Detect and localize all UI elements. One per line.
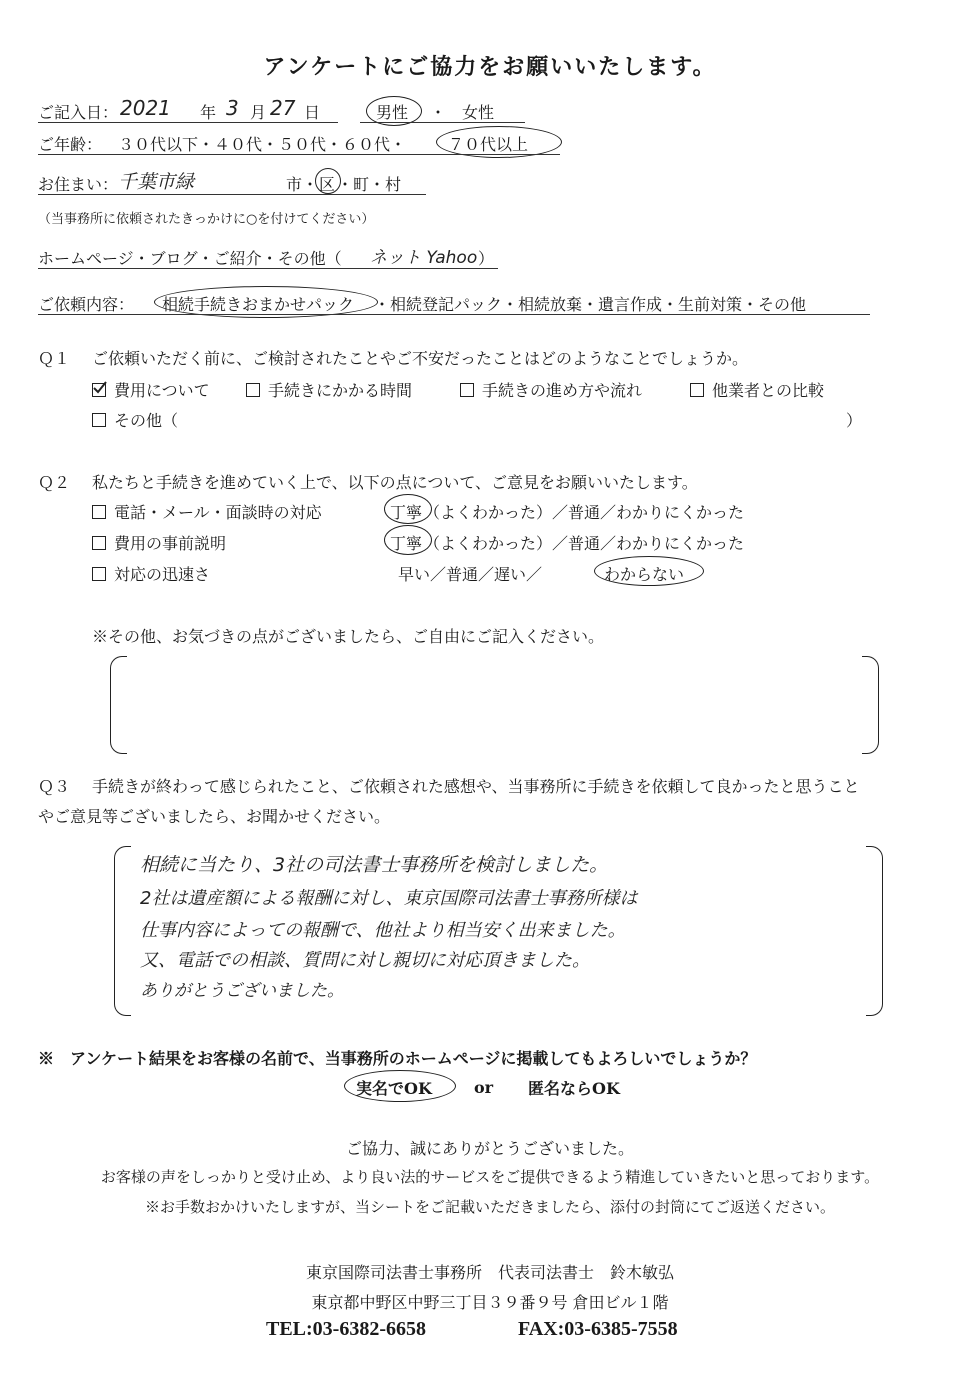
date-day-label: 日 <box>304 103 321 122</box>
q2-row-contact-item: 電話・メール・面談時の対応 <box>92 500 322 523</box>
q2-contact-options[interactable]: （よくわかった）／普通／わかりにくかった <box>424 503 745 522</box>
checkmark-icon <box>92 380 108 396</box>
age-selected[interactable]: ７０代以上 <box>448 135 529 154</box>
age-label: ご年齢： <box>38 135 103 154</box>
q2-row-speed-item: 対応の迅速さ <box>92 562 210 585</box>
date-underline <box>38 122 338 123</box>
publish-anonymous-ok[interactable]: 匿名ならOK <box>528 1079 620 1098</box>
q2-fee-polite[interactable]: 丁寧 <box>390 534 423 553</box>
request-label: ご依頼内容： <box>38 295 135 314</box>
q3-answer-line[interactable]: 相続に当たり、3社の司法書士事務所を検討しました。 <box>140 854 609 876</box>
q1-time-checkbox[interactable] <box>246 383 260 397</box>
date-year-value[interactable]: 2021 <box>120 96 171 120</box>
q2-fee-checkbox[interactable] <box>92 536 106 550</box>
q1-label: Ｑ１ <box>38 349 71 368</box>
q2-row-fee-item: 費用の事前説明 <box>92 531 226 554</box>
q3-answer-line[interactable]: ありがとうございました。 <box>140 981 344 1001</box>
referral-value[interactable]: ネット Yahoo <box>370 248 478 268</box>
referral-close: ） <box>478 249 495 268</box>
date-day-value[interactable]: 27 <box>270 96 296 120</box>
q3-question-line1: 手続きが終わって感じられたこと、ご依頼された感想や、当事務所に手続きを依頼して良かったと思うこと <box>92 777 860 796</box>
q3-answer-line[interactable]: 2社は遺産額による報酬に対し、東京国際司法書士事務所様は <box>140 888 638 909</box>
q2-speed-checkbox[interactable] <box>92 567 106 581</box>
request-options[interactable]: ・相続登記パック・相続放棄・遺言作成・生前対策・その他 <box>374 295 807 314</box>
q1-option-other[interactable] <box>92 408 178 431</box>
q2-comment-bracket-left <box>110 656 127 754</box>
date-label: ご記入日： <box>38 103 119 122</box>
q3-answer-bracket-right <box>866 846 883 1016</box>
q1-compare-checkbox[interactable] <box>690 383 704 397</box>
thanks-line: お客様の声をしっかりと受け止め、より良い法的サービスをご提供できるよう精進していきたいと思っております。 <box>100 1168 880 1186</box>
office-fax: FAX:03-6385-7558 <box>518 1318 678 1340</box>
q2-contact-checkbox[interactable] <box>92 505 106 519</box>
address-ward[interactable]: 区 <box>319 175 336 194</box>
q3-answer-line[interactable]: 仕事内容によっての報酬で、他社より相当安く出来ました。 <box>140 920 626 941</box>
q1-compare-label: 他業者との比較 <box>712 381 825 400</box>
publish-or: or <box>474 1078 494 1097</box>
thanks-line: ※お手数おかけいたしますが、当シートをご記載いただきましたら、添付の封筒にてご返送ください。 <box>144 1198 835 1216</box>
q1-option-time[interactable] <box>246 378 412 401</box>
address-label: お住まい： <box>38 175 119 194</box>
q1-process-checkbox[interactable] <box>460 383 474 397</box>
address-city: 市・ <box>286 175 319 194</box>
thanks-line: ご協力、誠にありがとうございました。 <box>345 1139 634 1158</box>
office-tel[interactable]: TEL:03-6382-6658 <box>266 1318 426 1340</box>
date-year-label: 年 <box>200 103 217 122</box>
publish-question: ※ アンケート結果をお客様の名前で、当事務所のホームページに掲載してもよろしいでしょうか？ <box>38 1049 757 1068</box>
referral-options[interactable]: ホームページ・ブログ・ご紹介・その他（ <box>38 249 342 268</box>
address-value[interactable]: 千葉市緑 <box>118 171 195 193</box>
age-underline <box>38 154 560 155</box>
request-underline <box>38 314 870 315</box>
date-month-value[interactable]: 3 <box>226 96 239 120</box>
office-name: 東京国際司法書士事務所 代表司法書士 鈴木敏弘 <box>305 1263 674 1282</box>
q2-speed-selected[interactable]: わからない <box>604 565 685 584</box>
q1-option-cost[interactable] <box>92 378 210 401</box>
address-town-village: ・町・村 <box>337 175 402 194</box>
q2-comment-bracket-right <box>862 656 879 754</box>
age-options[interactable]: ３０代以下・４０代・５０代・６０代・ <box>118 135 407 154</box>
q1-process-label: 手続きの進め方や流れ <box>482 381 643 400</box>
q2-speed-options[interactable]: 早い／普通／遅い／ <box>398 565 543 584</box>
q3-label: Ｑ３ <box>38 777 71 796</box>
publish-real-name-ok[interactable]: 実名でOK <box>356 1079 432 1098</box>
q2-note: ※その他、お気づきの点がございましたら、ご自由にご記入ください。 <box>92 627 605 646</box>
form-title: アンケートにご協力をお願いいたします。 <box>263 54 717 80</box>
q3-answer-bracket-left <box>114 846 131 1016</box>
q2-contact-polite[interactable]: 丁寧 <box>390 503 423 522</box>
q1-time-label: 手続きにかかる時間 <box>268 381 413 400</box>
gender-male[interactable]: 男性 <box>376 103 409 122</box>
gender-separator: ・ <box>430 103 447 122</box>
q2-fee-options[interactable]: （よくわかった）／普通／わかりにくかった <box>424 534 745 553</box>
request-selected[interactable]: 相続手続きおまかせパック <box>162 295 355 314</box>
referral-underline <box>38 268 498 269</box>
q1-other-checkbox[interactable] <box>92 413 106 427</box>
q1-other-close: ） <box>846 411 863 430</box>
q3-answer-line[interactable]: 又、電話での相談、質問に対し親切に対応頂きました。 <box>140 950 590 971</box>
q1-other-label: その他（ <box>114 411 179 430</box>
referral-note: （当事務所に依頼されたきっかけに○を付けてください） <box>38 212 375 227</box>
address-underline <box>38 194 426 195</box>
q2-question: 私たちと手続きを進めていく上で、以下の点について、ご意見をお願いいたします。 <box>92 473 698 492</box>
gender-female[interactable]: 女性 <box>462 103 495 122</box>
q2-label: Ｑ２ <box>38 473 71 492</box>
date-month-label: 月 <box>250 103 267 122</box>
office-address: 東京都中野区中野三丁目３９番９号 倉田ビル１階 <box>311 1293 669 1312</box>
q1-cost-label: 費用について <box>114 381 210 400</box>
gender-underline <box>360 122 525 123</box>
q1-cost-checkbox[interactable] <box>92 383 106 397</box>
q1-option-process[interactable] <box>460 378 642 401</box>
q1-option-compare[interactable] <box>690 378 824 401</box>
q3-question-line2: やご意見等ございましたら、お聞かせください。 <box>38 807 391 826</box>
q1-question: ご依頼いただく前に、ご検討されたことやご不安だったことはどのようなことでしょうか。 <box>92 349 749 368</box>
